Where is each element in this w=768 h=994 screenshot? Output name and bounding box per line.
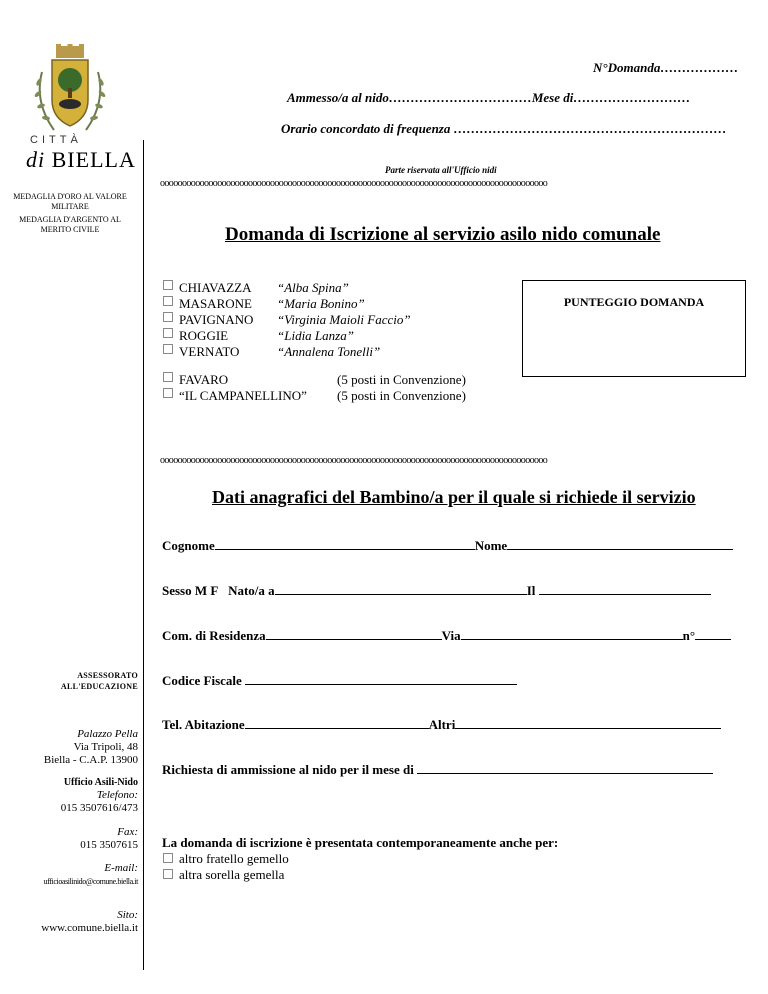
nome-field[interactable] bbox=[507, 537, 733, 550]
nido-name: PAVIGNANO bbox=[179, 312, 254, 327]
punteggio-label: PUNTEGGIO DOMANDA bbox=[563, 295, 705, 309]
checkbox[interactable] bbox=[163, 388, 173, 398]
address-cap: Biella - C.A.P. 13900 bbox=[43, 754, 138, 766]
sesso-label: Sesso M F bbox=[162, 583, 219, 598]
orario-line: Orario concordato di frequenza ……………………………………………………… bbox=[281, 121, 727, 136]
checkbox[interactable] bbox=[163, 869, 173, 879]
codice-fiscale-field[interactable] bbox=[245, 672, 517, 685]
medaglia-argento: MEDAGLIA D'ARGENTO AL MERITO CIVILE bbox=[19, 215, 121, 234]
section-title: Dati anagrafici del Bambino/a per il quale si richiede il servizio bbox=[212, 487, 696, 507]
nido-option-roggie[interactable] bbox=[163, 328, 411, 344]
nido-name: MASARONE bbox=[179, 296, 252, 311]
row-codice-fiscale bbox=[162, 672, 517, 689]
cognome-label: Cognome bbox=[162, 538, 215, 553]
nido-name: “IL CAMPANELLINO” bbox=[179, 388, 307, 403]
row-residenza bbox=[162, 627, 731, 644]
nido-desc: “Lidia Lanza” bbox=[277, 328, 354, 343]
altri-label: Altri bbox=[428, 717, 456, 732]
ufficio-label: Ufficio Asili-Nido bbox=[63, 777, 138, 788]
nido-desc: “Virginia Maioli Faccio” bbox=[277, 312, 411, 327]
codice-fiscale-label: Codice Fiscale bbox=[162, 673, 242, 688]
row-sesso-nato bbox=[162, 582, 711, 599]
numero-field[interactable] bbox=[695, 627, 731, 640]
email-label: E-mail: bbox=[104, 862, 138, 874]
separator-mid: oooooooooooooooooooooooooooooooooooooooooooooooooooooooooooooooooooooooooooooooooooooooo bbox=[160, 455, 548, 466]
telefono-value: 015 3507616/473 bbox=[60, 802, 138, 814]
nidi-list bbox=[163, 280, 411, 360]
via-label: Via bbox=[441, 628, 461, 643]
citta-label: CITTÀ bbox=[30, 134, 82, 146]
nido-desc: “Maria Bonino” bbox=[277, 296, 365, 311]
nido-name: VERNATO bbox=[179, 344, 240, 359]
nato-field[interactable] bbox=[275, 582, 527, 595]
biella-wordmark bbox=[26, 147, 136, 173]
nido-option-campanellino[interactable] bbox=[163, 388, 466, 404]
il-label: Il bbox=[526, 583, 536, 598]
palazzo-label: Palazzo Pella bbox=[77, 728, 138, 740]
nido-name: CHIAVAZZA bbox=[179, 280, 252, 295]
tel-abitazione-label: Tel. Abitazione bbox=[162, 717, 245, 732]
checkbox[interactable] bbox=[163, 280, 173, 290]
nido-option-vernato[interactable] bbox=[163, 344, 411, 360]
nido-name: ROGGIE bbox=[179, 328, 229, 343]
main-title: Domanda di Iscrizione al servizio asilo nido comunale bbox=[225, 224, 661, 245]
punteggio-box bbox=[522, 280, 746, 377]
checkbox[interactable] bbox=[163, 312, 173, 322]
checkbox[interactable] bbox=[163, 372, 173, 382]
row-telefono bbox=[162, 716, 721, 733]
contemporanea-label: La domanda di iscrizione è presentata contemporaneamente anche per: bbox=[162, 835, 559, 850]
convenzione-list bbox=[163, 372, 466, 404]
nato-label: Nato/a a bbox=[228, 583, 275, 598]
nido-name: FAVARO bbox=[179, 372, 229, 387]
nido-desc: “Alba Spina” bbox=[277, 280, 349, 295]
medaglia-oro: MEDAGLIA D'ORO AL VALORE MILITARE bbox=[13, 192, 127, 211]
sidebar-divider bbox=[143, 140, 144, 970]
checkbox[interactable] bbox=[163, 344, 173, 354]
email-value: ufficioasilinido@comune.biella.it bbox=[43, 877, 138, 886]
separator-top: oooooooooooooooooooooooooooooooooooooooooooooooooooooooooooooooooooooooooooooooooooooooo bbox=[160, 178, 548, 189]
numero-label: n° bbox=[682, 628, 696, 643]
gemella-option[interactable] bbox=[163, 867, 289, 883]
sito-value: www.comune.biella.it bbox=[41, 922, 138, 934]
nido-option-masarone[interactable] bbox=[163, 296, 411, 312]
richiesta-label: Richiesta di ammissione al nido per il mese di bbox=[162, 762, 414, 777]
sito-label: Sito: bbox=[117, 909, 138, 921]
ammesso-line: Ammesso/a al nido……………………………Mese di……………………… bbox=[287, 90, 691, 105]
checkbox[interactable] bbox=[163, 853, 173, 863]
option-label: altra sorella gemella bbox=[179, 867, 285, 882]
fax-label: Fax: bbox=[117, 826, 138, 838]
row-cognome-nome bbox=[162, 537, 733, 554]
residenza-label: Com. di Residenza bbox=[162, 628, 266, 643]
gemello-option[interactable] bbox=[163, 851, 289, 867]
via-field[interactable] bbox=[461, 627, 683, 640]
nido-desc: “Annalena Tonelli” bbox=[277, 344, 381, 359]
residenza-field[interactable] bbox=[266, 627, 442, 640]
di-label: di bbox=[26, 147, 46, 172]
nido-option-chiavazza[interactable] bbox=[163, 280, 411, 296]
fax-value: 015 3507615 bbox=[80, 839, 138, 851]
nome-label: Nome bbox=[474, 538, 508, 553]
cognome-field[interactable] bbox=[215, 537, 475, 550]
biella-label: BIELLA bbox=[51, 147, 136, 172]
option-label: altro fratello gemello bbox=[179, 851, 289, 866]
nido-desc: (5 posti in Convenzione) bbox=[337, 388, 466, 403]
nido-desc: (5 posti in Convenzione) bbox=[337, 372, 466, 387]
telefono-label: Telefono: bbox=[96, 789, 138, 801]
domanda-number: N°Domanda……………… bbox=[593, 60, 739, 75]
nido-option-favaro[interactable] bbox=[163, 372, 466, 388]
checkbox[interactable] bbox=[163, 296, 173, 306]
riservata-label: Parte riservata all'Ufficio nidi bbox=[385, 165, 497, 175]
gemelli-list bbox=[163, 851, 289, 883]
tel-abitazione-field[interactable] bbox=[245, 716, 429, 729]
assessorato-label: ASSESSORATO ALL'EDUCAZIONE bbox=[60, 671, 138, 691]
nido-option-pavignano[interactable] bbox=[163, 312, 411, 328]
row-richiesta bbox=[162, 761, 713, 778]
il-field[interactable] bbox=[539, 582, 711, 595]
altri-field[interactable] bbox=[455, 716, 721, 729]
checkbox[interactable] bbox=[163, 328, 173, 338]
biella-crest-icon bbox=[32, 42, 108, 138]
address-via: Via Tripoli, 48 bbox=[73, 741, 138, 753]
richiesta-field[interactable] bbox=[417, 761, 713, 774]
